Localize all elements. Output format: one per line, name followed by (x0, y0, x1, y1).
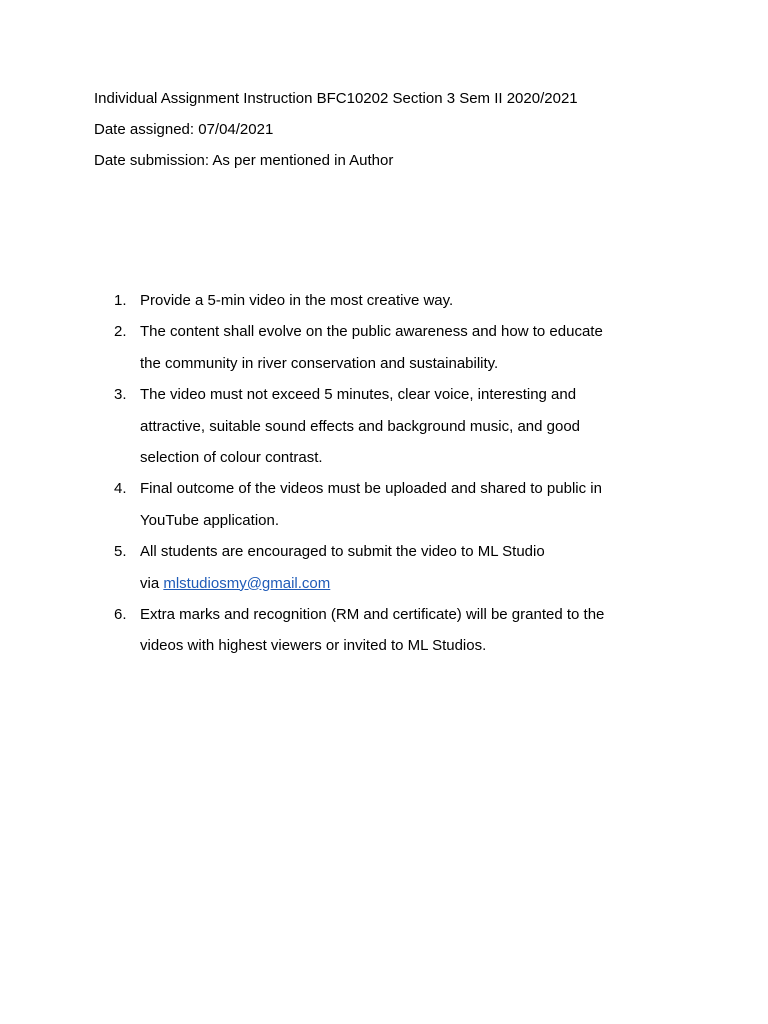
list-item-text: All students are encouraged to submit the video to ML Studio (140, 543, 545, 561)
list-item-number: 1. (114, 292, 127, 309)
email-line (140, 568, 680, 599)
list-item-number: 4. (114, 480, 127, 498)
list-item-number: 3. (114, 386, 127, 404)
instruction-list (0, 285, 768, 662)
list-item (0, 316, 680, 379)
document-header (94, 89, 734, 182)
list-item (0, 379, 680, 473)
list-item-text: Final outcome of the videos must be uploaded and shared to public in YouTube application. (140, 480, 602, 529)
list-item-text: Provide a 5-min video in the most creative way. (140, 292, 454, 309)
list-item-text: Extra marks and recognition (RM and certificate) will be granted to the videos with highest viewers or invited to ML Studios. (140, 606, 605, 655)
email-link[interactable]: mlstudiosmy@gmail.com (163, 574, 331, 592)
list-item-number: 6. (114, 606, 127, 624)
list-item (0, 285, 680, 316)
list-item-number: 5. (114, 543, 127, 561)
date-assigned: Date assigned: 07/04/2021 (94, 121, 274, 138)
list-item-number: 2. (114, 323, 127, 341)
list-item-text: The content shall evolve on the public awareness and how to educate the community in river conservation and sustainability. (140, 323, 603, 372)
list-item (0, 536, 680, 599)
list-item (0, 473, 680, 536)
list-item (0, 599, 680, 662)
date-submission: Date submission: As per mentioned in Author (94, 152, 394, 169)
assignment-title: Individual Assignment Instruction BFC10202 Section 3 Sem II 2020/2021 (94, 90, 578, 107)
via-label: via (140, 574, 164, 592)
list-item-text: The video must not exceed 5 minutes, clear voice, interesting and attractive, suitable sound effects and background music, and good selection of colour contrast. (140, 386, 581, 467)
